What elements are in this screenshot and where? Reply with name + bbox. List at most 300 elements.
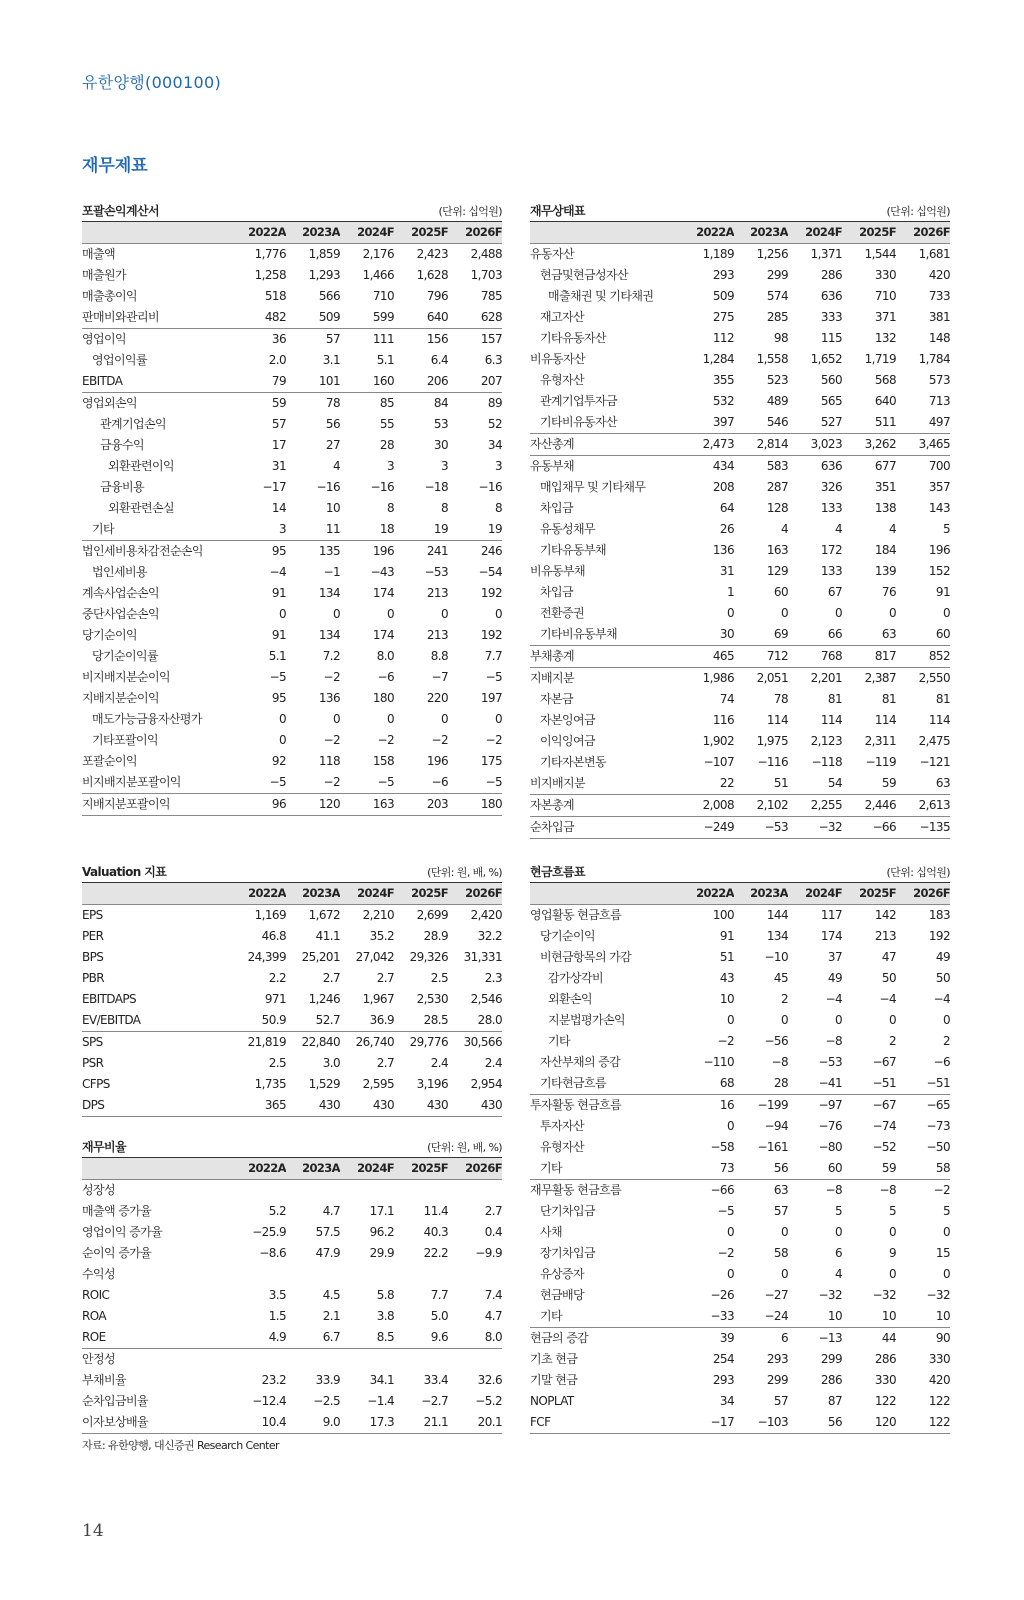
cell-value: 2 [942,1034,950,1048]
cell-value: 144 [766,908,788,922]
cell-value: 58 [773,1246,788,1260]
cell-value: −135 [896,817,950,839]
cell-value: −58 [710,1140,734,1154]
cell-value: 63 [935,776,950,790]
row-label: 유동부채 [530,456,680,478]
cell-value: 5.2 [268,1204,286,1218]
year-header: 2022A [680,222,734,244]
cell-value: −65 [896,1095,950,1117]
cell-value: −9.9 [475,1246,502,1260]
cell-value: −43 [370,565,394,579]
row-label: 기초 현금 [530,1352,578,1366]
cell-value: 1,672 [308,908,340,922]
cell-value: 1,719 [864,352,896,366]
cell-value: 434 [680,456,734,478]
cell-value: 114 [874,713,896,727]
table-row [82,286,502,307]
cell-value: −67 [842,1095,896,1117]
row-label: 계속사업순손익 [82,586,159,600]
cell-value: 9.0 [286,1412,340,1434]
cell-value: −8 [842,1180,896,1202]
year-header: 2026F [448,1158,502,1180]
table-row [530,1180,950,1202]
cell-value: −16 [316,480,340,494]
cell-value: −6 [933,1055,950,1069]
cell-value: 2,613 [896,795,950,817]
cell-value: 6.4 [430,353,448,367]
year-header: 2025F [394,1158,448,1180]
year-header: 2025F [842,883,896,905]
table-row [530,1137,950,1158]
cell-value: 3,262 [842,434,896,456]
header-blank [82,222,232,244]
cell-value: 132 [874,331,896,345]
year-header: 2024F [340,222,394,244]
cell-value: 6.3 [484,353,502,367]
cell-value: 1.5 [268,1309,286,1323]
table-row [530,773,950,795]
row-label: 기타 [92,522,114,536]
cell-value: 53 [433,417,448,431]
table-row [530,1243,950,1264]
cell-value: 546 [766,415,788,429]
row-label: 외환손익 [548,992,592,1006]
cell-value: −5 [377,775,394,789]
row-label: 기타 [548,1034,570,1048]
cell-value: 2.1 [322,1309,340,1323]
cell-value: 196 [426,754,448,768]
cell-value: 1,776 [254,247,286,261]
header-blank [82,883,232,905]
cell-value: 246 [448,541,502,563]
table-row [530,391,950,412]
row-label: 비지배지분 [530,776,585,790]
cell-value: 24,399 [247,950,286,964]
cell-value: 1,169 [254,908,286,922]
table-row [530,624,950,646]
cell-value: −2 [717,1246,734,1260]
cell-value: 98 [773,331,788,345]
row-label: 영업이익률 [92,353,147,367]
row-label: 당기순이익 [82,628,137,642]
cell-value: −32 [818,1288,842,1302]
cell-value: −32 [872,1288,896,1302]
table-row [530,689,950,710]
cell-value: −17 [262,480,286,494]
cell-value: 76 [881,585,896,599]
cell-value: −27 [764,1288,788,1302]
cell-value: 0 [726,1267,734,1281]
cell-value: 2,475 [918,734,950,748]
cell-value: 583 [734,456,788,478]
cell-value: 56 [325,417,340,431]
cell-value: 51 [719,950,734,964]
cell-value: 2.0 [268,353,286,367]
row-label: 기타 [540,1309,562,1323]
cell-value: 134 [766,929,788,943]
cell-value: 28.9 [423,929,448,943]
cell-value: 0 [888,1013,896,1027]
cell-value: 2,699 [416,908,448,922]
cell-value: 60 [773,585,788,599]
cell-value: 47.9 [315,1246,340,1260]
cell-value: 397 [712,415,734,429]
cell-value: −32 [926,1288,950,1302]
cell-value: −5 [269,670,286,684]
cell-value: −119 [865,755,896,769]
cell-value: 430 [286,1095,340,1117]
table-row [82,583,502,604]
cell-value: 2.7 [376,971,394,985]
row-label: 지배지분 [530,668,680,690]
row-label: 중단사업순손익 [82,607,159,621]
cell-value: 203 [394,794,448,816]
cell-value: 9.6 [430,1330,448,1344]
row-label: 기타현금흐름 [540,1076,606,1090]
cell-value: 0 [780,606,788,620]
cell-value: 101 [318,374,340,388]
table-row [530,561,950,582]
table-row [82,562,502,583]
cell-value: 7.2 [322,649,340,663]
cell-value: 5.0 [430,1309,448,1323]
cell-value: 0.4 [484,1225,502,1239]
cell-value: 293 [712,1373,734,1387]
table-row [82,350,502,371]
cell-value: −66 [680,1180,734,1202]
cell-value: 365 [232,1095,286,1117]
row-label: 부채총계 [530,646,680,668]
cell-value: −4 [269,565,286,579]
row-label: 포괄순이익 [82,754,137,768]
cell-value: 21,819 [232,1032,286,1054]
cell-value: 1,784 [918,352,950,366]
cell-value: 381 [928,310,950,324]
cell-value: 138 [874,501,896,515]
cell-value: 36.9 [369,1013,394,1027]
cell-value: 4.7 [322,1204,340,1218]
cell-value: 2,530 [416,992,448,1006]
header-blank [530,883,680,905]
cell-value: 56 [773,1161,788,1175]
cell-value: 712 [734,646,788,668]
cell-value: 174 [372,586,394,600]
cell-value: 22,840 [286,1032,340,1054]
row-label: 지분법평가손익 [548,1013,625,1027]
table-row [530,905,950,927]
cell-value: 91 [271,586,286,600]
cell-value: 85 [340,393,394,415]
cell-value: 0 [726,1119,734,1133]
cell-value: 518 [264,289,286,303]
cell-value: 2,488 [470,247,502,261]
table-row [82,688,502,709]
row-label: 성장성 [82,1183,115,1197]
cell-value: 45 [773,971,788,985]
row-label: 이자보상배율 [82,1412,232,1434]
year-header-row [82,883,502,905]
table-row [82,1180,502,1202]
cell-value: 41.1 [315,929,340,943]
year-header: 2024F [788,883,842,905]
cell-value: 636 [820,289,842,303]
cell-value: −53 [734,817,788,839]
cell-value: 39 [680,1328,734,1350]
table-row [530,307,950,328]
cell-value: 286 [820,268,842,282]
year-header: 2024F [340,1158,394,1180]
cell-value: 175 [480,754,502,768]
table-row [82,456,502,477]
row-label: 유동성채무 [540,522,595,536]
table-row [82,1222,502,1243]
cell-value: 677 [842,456,896,478]
cell-value: 81 [935,692,950,706]
table-row [82,435,502,456]
cell-value: 54 [827,776,842,790]
cell-value: −10 [764,950,788,964]
cell-value: 8.0 [484,1330,502,1344]
row-label: 이익잉여금 [540,734,595,748]
cell-value: 852 [896,646,950,668]
table-row [530,752,950,773]
row-label: 영업활동 현금흐름 [530,908,622,922]
cell-value: 5 [888,1204,896,1218]
cell-value: 30 [433,438,448,452]
cell-value: 116 [712,713,734,727]
cell-value: 63 [881,627,896,641]
year-header: 2026F [896,883,950,905]
cell-value: 489 [766,394,788,408]
cell-value: 10.4 [232,1412,286,1434]
cell-value: 26,740 [340,1032,394,1054]
cell-value: 2,595 [362,1077,394,1091]
row-label: 투자활동 현금흐름 [530,1095,680,1117]
cell-value: 142 [874,908,896,922]
cell-value: 90 [896,1328,950,1350]
cell-value: 560 [820,373,842,387]
cell-value: 74 [719,692,734,706]
cell-value: 32.2 [477,929,502,943]
cell-value: 0 [942,1267,950,1281]
cell-value: 465 [680,646,734,668]
section-title: 재무제표 [82,156,148,176]
cell-value [232,1264,286,1285]
table-title: 재무비율 [82,1138,340,1158]
cell-value: 59 [881,1161,896,1175]
cell-value: 55 [379,417,394,431]
cell-value: −161 [757,1140,788,1154]
table-row [530,1201,950,1222]
cell-value: 241 [394,541,448,563]
cell-value: 9 [888,1246,896,1260]
cell-value: 0 [942,1013,950,1027]
cell-value: 122 [928,1394,950,1408]
cell-value: −8 [788,1180,842,1202]
row-label: 기타비유동자산 [540,415,617,429]
table-row [530,1264,950,1285]
row-label: 기타비유동부채 [540,627,617,641]
cell-value: 1,284 [702,352,734,366]
cell-value: −4 [879,992,896,1006]
row-label: 순이익 증가율 [82,1246,152,1260]
cell-value: 640 [874,394,896,408]
cell-value: 3,023 [788,434,842,456]
cell-value: 28.0 [477,1013,502,1027]
cell-value: 52.7 [315,1013,340,1027]
cell-value: −4 [933,992,950,1006]
cell-value: 91 [935,585,950,599]
row-label: 매입채무 및 기타채무 [540,480,646,494]
row-label: 매출채권 및 기타채권 [548,289,654,303]
cell-value: 254 [712,1352,734,1366]
cell-value: 0 [440,712,448,726]
row-label: 비현금항목의 가감 [540,950,632,964]
cell-value: 114 [766,713,788,727]
cell-value: 330 [874,268,896,282]
cell-value: 1 [726,585,734,599]
cell-value: 0 [780,1267,788,1281]
cell-value: 640 [426,310,448,324]
row-label: 장기차입금 [540,1246,595,1260]
table-row [82,1053,502,1074]
table-row [82,772,502,794]
table-row [530,1412,950,1434]
cell-value: 3 [386,459,394,473]
table-row [82,371,502,393]
cell-value: 2,176 [362,247,394,261]
cell-value: 3,465 [896,434,950,456]
row-label: 현금의 증감 [530,1328,680,1350]
cell-value: 16 [680,1095,734,1117]
cell-value: 158 [372,754,394,768]
row-label: PSR [82,1056,104,1070]
year-header: 2026F [448,222,502,244]
cell-value: 31,331 [463,950,502,964]
cell-value: 17.3 [340,1412,394,1434]
cell-value: 1,558 [756,352,788,366]
cell-value: 8 [386,501,394,515]
table-row [82,1032,502,1054]
cell-value: 22 [719,776,734,790]
cell-value: 523 [766,373,788,387]
row-label: 감가상각비 [548,971,603,985]
cell-value: 299 [766,1373,788,1387]
cell-value: 0 [834,1013,842,1027]
table-row [82,1327,502,1349]
cell-value: 14 [271,501,286,515]
cell-value: 133 [820,564,842,578]
cell-value: 32.6 [477,1373,502,1387]
table-row [82,265,502,286]
year-header-row [530,883,950,905]
cell-value: 213 [426,586,448,600]
cell-value: 4.5 [322,1288,340,1302]
cell-value: −2 [485,733,502,747]
row-label: 법인세비용 [92,565,147,579]
cell-value: 430 [340,1095,394,1117]
cell-value: 59 [881,776,896,790]
table-row [82,947,502,968]
cell-value: 2,954 [470,1077,502,1091]
cell-value: 66 [827,627,842,641]
row-label: DPS [82,1095,232,1117]
cell-value: 2.4 [484,1056,502,1070]
cell-value: 3 [440,459,448,473]
cell-value: 2,210 [362,908,394,922]
cell-value: 2 [780,992,788,1006]
cell-value: 206 [426,374,448,388]
row-label: 매출액 [82,247,115,261]
cell-value: 573 [928,373,950,387]
cell-value: 31 [719,564,734,578]
cell-value: 2,550 [896,668,950,690]
cell-value: −33 [710,1309,734,1323]
cell-value: 73 [719,1161,734,1175]
row-label: 영업이익 증가율 [82,1225,163,1239]
cell-value: 2,123 [810,734,842,748]
cell-value: 29,326 [409,950,448,964]
row-label: FCF [530,1412,680,1434]
cell-value: 78 [286,393,340,415]
cell-value: −17 [680,1412,734,1434]
cell-value: 17 [271,438,286,452]
table-row [530,947,950,968]
cell-value: 5.1 [376,353,394,367]
table-row [530,1370,950,1391]
cell-value: 2,201 [788,668,842,690]
cell-value: 122 [896,1412,950,1434]
cell-value: −18 [424,480,448,494]
cell-value: 95 [232,541,286,563]
cell-value [340,1349,394,1371]
cell-value: 91 [719,929,734,943]
cell-value: −32 [788,817,842,839]
table-row [82,414,502,435]
table-title-row [530,202,950,222]
cell-value: 2,051 [734,668,788,690]
cell-value: 114 [820,713,842,727]
table-row [82,329,502,351]
balance-sheet-table [530,202,950,839]
cell-value: 31 [271,459,286,473]
table-unit: (단위: 십억원) [788,863,950,883]
cell-value: 355 [712,373,734,387]
cell-value: 120 [286,794,340,816]
cell-value: −2 [717,1034,734,1048]
cell-value: 1,246 [308,992,340,1006]
cell-value: 1,256 [756,247,788,261]
cell-value: 50.9 [261,1013,286,1027]
cell-value: 8 [440,501,448,515]
table-row [82,1391,502,1412]
cell-value: 33.4 [423,1373,448,1387]
cell-value: −51 [926,1076,950,1090]
header-blank [530,222,680,244]
cell-value: 87 [827,1394,842,1408]
table-row [82,730,502,751]
row-label: EBITDA [82,374,123,388]
table-row [82,307,502,329]
year-header: 2025F [842,222,896,244]
row-label: 당기순이익 [540,929,595,943]
cell-value: −7 [431,670,448,684]
cell-value: 285 [766,310,788,324]
cell-value: 44 [842,1328,896,1350]
cell-value: 184 [874,543,896,557]
row-label: CFPS [82,1077,110,1091]
row-label: 자본총계 [530,795,680,817]
